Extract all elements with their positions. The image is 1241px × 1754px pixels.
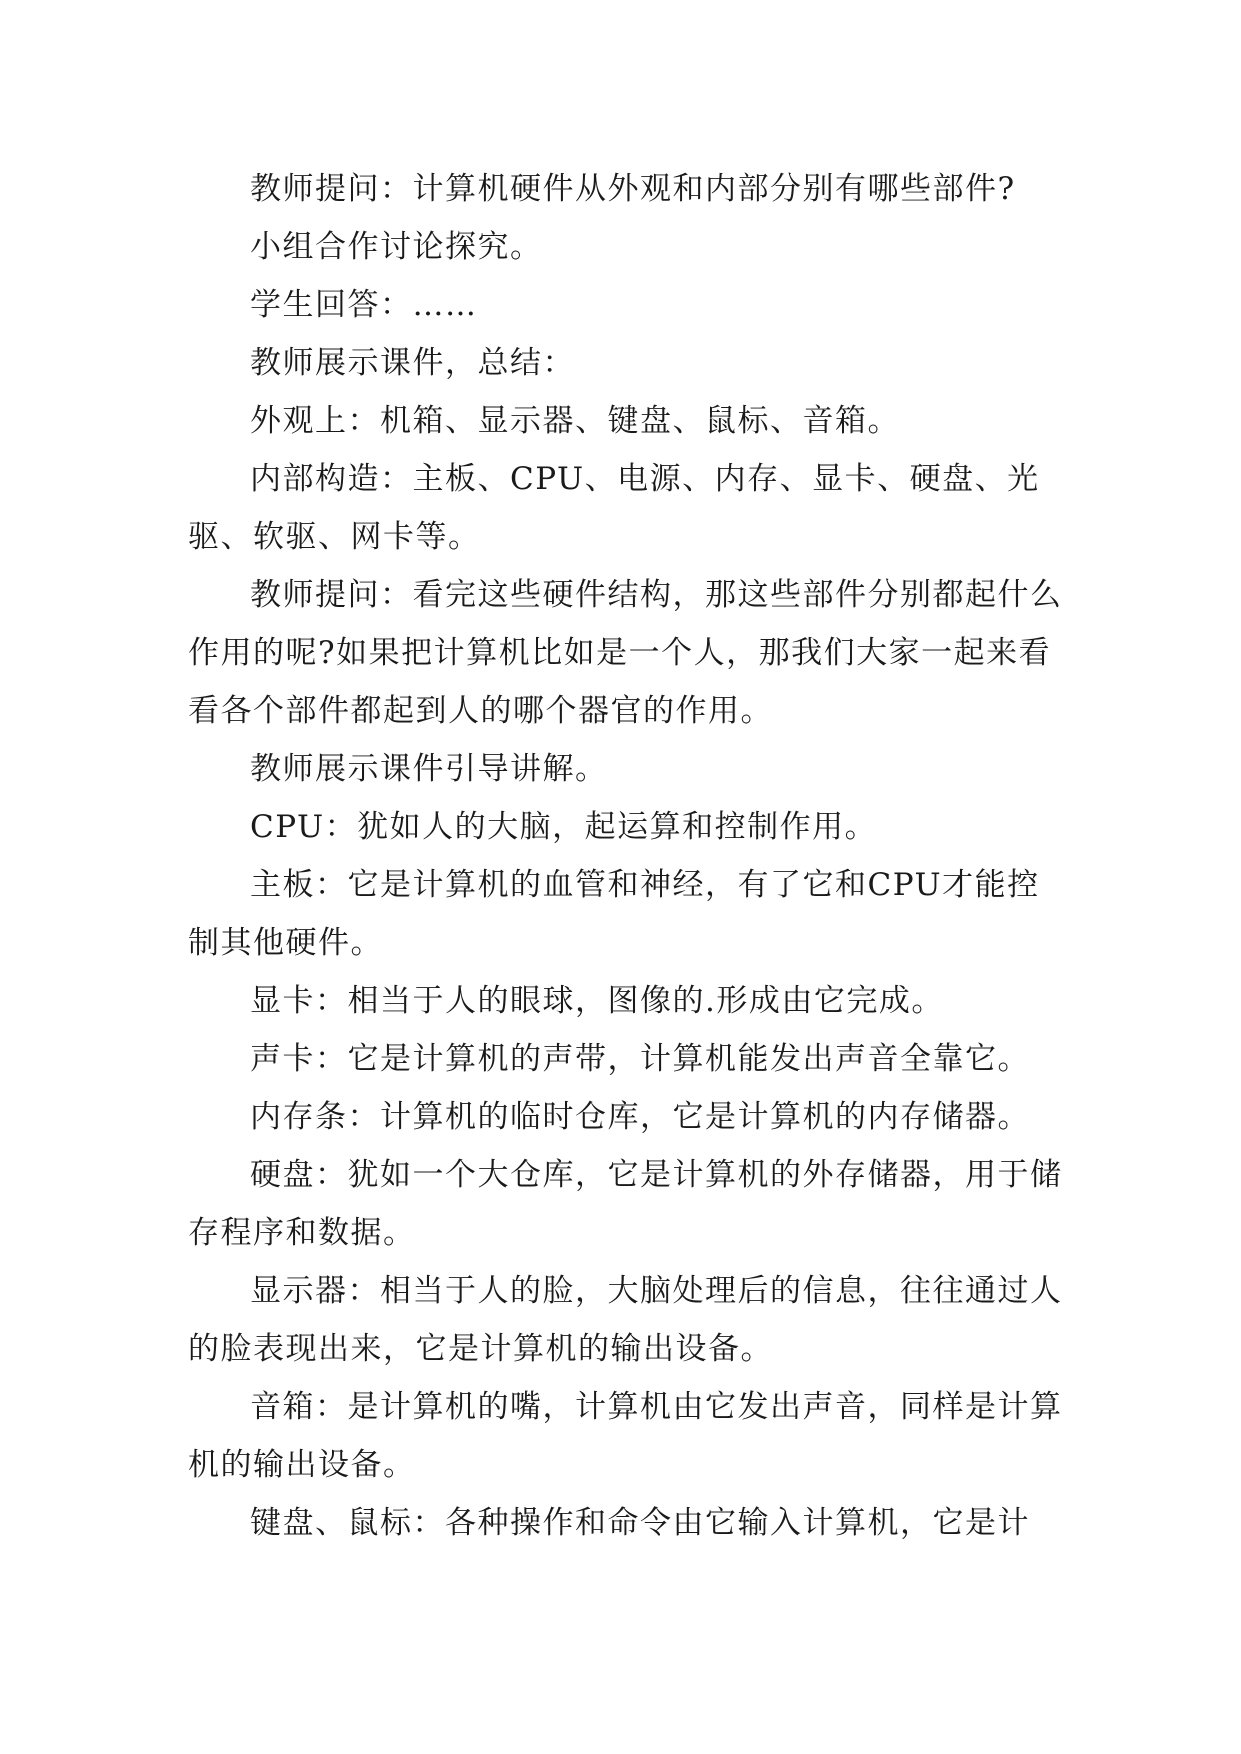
paragraph-graphics-card: 显卡：相当于人的眼球，图像的.形成由它完成。 (250, 983, 944, 1019)
paragraph-cpu: CPU：犹如人的大脑，起运算和控制作用。 (250, 809, 878, 845)
paragraph-teacher-summary: 教师展示课件，总结： (250, 345, 575, 381)
document-page (188, 160, 1068, 1552)
paragraph-group-discussion: 小组合作讨论探究。 (250, 229, 543, 265)
paragraph-keyboard-mouse: 键盘、鼠标：各种操作和命令由它输入计算机，它是计 (250, 1505, 1030, 1541)
paragraph-hard-disk: 硬盘：犹如一个大仓库，它是计算机的外存储器，用于储存程序和数据。 (188, 1157, 1063, 1251)
paragraph-motherboard: 主板：它是计算机的血管和神经，有了它和CPU才能控制其他硬件。 (188, 867, 1040, 961)
paragraph-student-answer: 学生回答：…… (250, 287, 478, 323)
paragraph-interior-parts: 内部构造：主板、CPU、电源、内存、显卡、硬盘、光驱、软驱、网卡等。 (188, 461, 1040, 555)
paragraph-monitor: 显示器：相当于人的脸，大脑处理后的信息，往往通过人的脸表现出来，它是计算机的输出设备。 (188, 1273, 1063, 1367)
paragraph-teacher-question-1: 教师提问：计算机硬件从外观和内部分别有哪些部件? (250, 171, 1016, 207)
paragraph-sound-card: 声卡：它是计算机的声带，计算机能发出声音全靠它。 (250, 1041, 1030, 1077)
paragraph-teacher-question-2: 教师提问：看完这些硬件结构，那这些部件分别都起什么作用的呢?如果把计算机比如是一个人，那我们大家一起来看看各个部件都起到人的哪个器官的作用。 (188, 577, 1063, 729)
paragraph-teacher-explains: 教师展示课件引导讲解。 (250, 751, 608, 787)
paragraph-exterior-parts: 外观上：机箱、显示器、键盘、鼠标、音箱。 (250, 403, 900, 439)
paragraph-memory: 内存条：计算机的临时仓库，它是计算机的内存储器。 (250, 1099, 1030, 1135)
paragraph-speaker: 音箱：是计算机的嘴，计算机由它发出声音，同样是计算机的输出设备。 (188, 1389, 1063, 1483)
